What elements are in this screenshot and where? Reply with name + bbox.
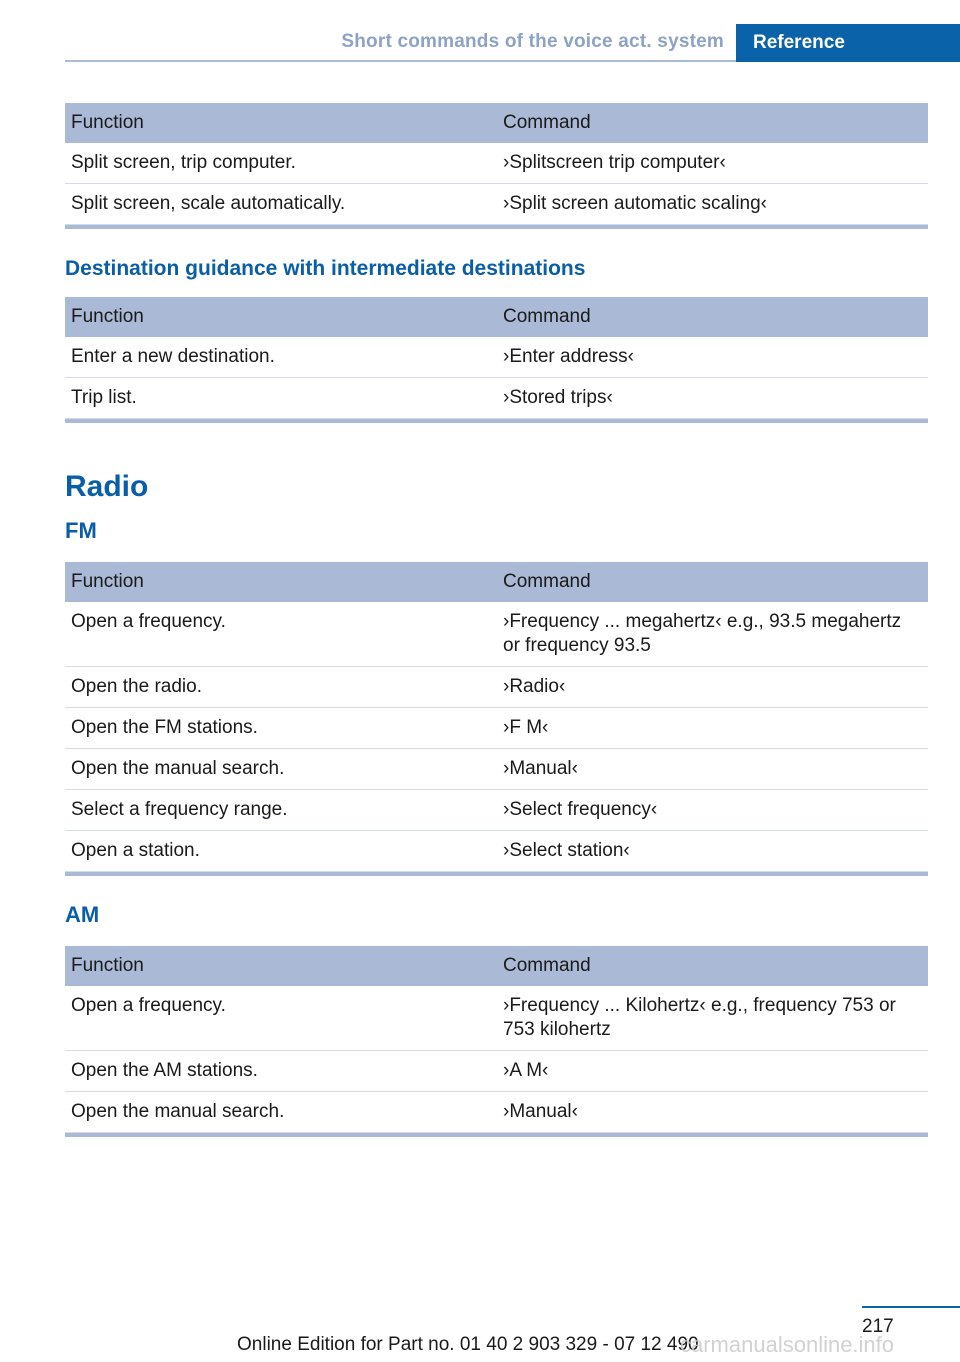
- table-end-rule: [65, 1133, 928, 1137]
- table-row: [65, 602, 928, 667]
- table-row: [65, 184, 928, 225]
- column-header-function: Function: [65, 103, 497, 143]
- function-cell: Open a frequency.: [65, 602, 497, 667]
- function-cell: Select a frequency range.: [65, 790, 497, 831]
- column-header-command: Command: [497, 103, 928, 143]
- command-cell: ›Manual‹: [497, 749, 928, 790]
- function-cell: Enter a new destination.: [65, 337, 497, 378]
- table-row: [65, 790, 928, 831]
- section-title: Short commands of the voice act. system: [341, 31, 724, 52]
- page-number: 217: [862, 1316, 894, 1337]
- function-cell: Open the FM stations.: [65, 708, 497, 749]
- table-row: [65, 708, 928, 749]
- command-cell: ›Radio‹: [497, 667, 928, 708]
- function-cell: Open the AM stations.: [65, 1051, 497, 1092]
- table-row: [65, 831, 928, 872]
- table-row: [65, 143, 928, 184]
- chapter-tab-reference[interactable]: Reference: [736, 24, 960, 62]
- function-cell: Open the manual search.: [65, 749, 497, 790]
- command-cell: ›Stored trips‹: [497, 378, 928, 419]
- commands-table-split-screen: [65, 103, 928, 225]
- command-cell: ›Splitscreen trip computer‹: [497, 143, 928, 184]
- table-row: [65, 337, 928, 378]
- table-row: [65, 1051, 928, 1092]
- page-header: [0, 0, 960, 64]
- table-row: [65, 667, 928, 708]
- command-cell: ›F M‹: [497, 708, 928, 749]
- command-cell: ›Enter address‹: [497, 337, 928, 378]
- table-header-row: [65, 562, 928, 602]
- radio-heading: Radio: [65, 470, 149, 503]
- table-header-row: [65, 297, 928, 337]
- column-header-function: Function: [65, 562, 497, 602]
- watermark: carmanualsonline.info: [680, 1332, 895, 1357]
- column-header-function: Function: [65, 946, 497, 986]
- table-row: [65, 749, 928, 790]
- page-content: [65, 103, 928, 1137]
- table-row: [65, 378, 928, 419]
- function-cell: Open a station.: [65, 831, 497, 872]
- commands-table-fm: [65, 562, 928, 872]
- command-cell: ›Select station‹: [497, 831, 928, 872]
- edition-note: Online Edition for Part no. 01 40 2 903 329 - 07 12 490: [237, 1334, 699, 1355]
- function-cell: Open the radio.: [65, 667, 497, 708]
- command-cell: ›Frequency ... Kilohertz‹ e.g., frequency 753 or 753 kilohertz: [497, 986, 928, 1051]
- table-row: [65, 1092, 928, 1133]
- table-row: [65, 986, 928, 1051]
- command-cell: ›Manual‹: [497, 1092, 928, 1133]
- column-header-command: Command: [497, 297, 928, 337]
- commands-table-destination: [65, 297, 928, 419]
- column-header-command: Command: [497, 946, 928, 986]
- command-cell: ›Frequency ... megahertz‹ e.g., 93.5 megahertz or frequency 93.5: [497, 602, 928, 667]
- column-header-function: Function: [65, 297, 497, 337]
- fm-heading: FM: [65, 518, 97, 543]
- command-cell: ›A M‹: [497, 1051, 928, 1092]
- commands-table-am: [65, 946, 928, 1133]
- function-cell: Open the manual search.: [65, 1092, 497, 1133]
- table-header-row: [65, 103, 928, 143]
- column-header-command: Command: [497, 562, 928, 602]
- function-cell: Open a frequency.: [65, 986, 497, 1051]
- function-cell: Split screen, scale automatically.: [65, 184, 497, 225]
- destination-heading: Destination guidance with intermediate destinations: [65, 257, 586, 280]
- footer-divider: [862, 1306, 960, 1308]
- table-header-row: [65, 946, 928, 986]
- command-cell: ›Split screen automatic scaling‹: [497, 184, 928, 225]
- am-heading: AM: [65, 902, 100, 927]
- header-divider: [65, 60, 736, 62]
- function-cell: Split screen, trip computer.: [65, 143, 497, 184]
- command-cell: ›Select frequency‹: [497, 790, 928, 831]
- function-cell: Trip list.: [65, 378, 497, 419]
